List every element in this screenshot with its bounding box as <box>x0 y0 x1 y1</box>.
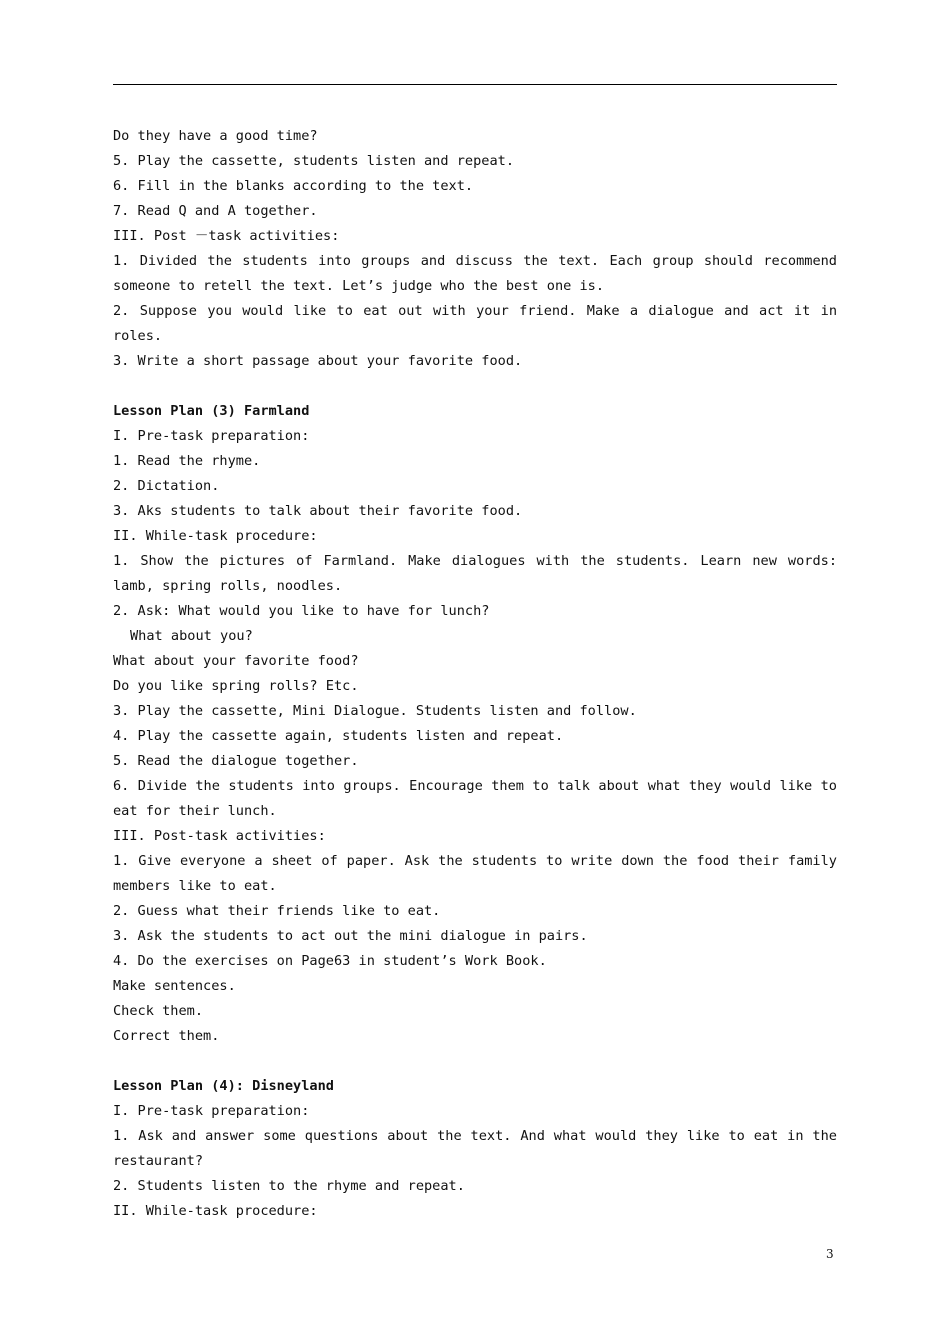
text-line: 4. Do the exercises on Page63 in student’s Work Book. <box>113 953 547 969</box>
text-line: 3. Aks students to talk about their favorite food. <box>113 503 523 519</box>
text-line: 6. Fill in the blanks according to the text. <box>113 178 474 194</box>
text-paragraph: 1. Show the pictures of Farmland. Make dialogues with the students. Learn new words: lamb, spring rolls, noodles. <box>113 553 837 594</box>
text-line: Check them. <box>113 1003 204 1019</box>
text-line: 5. Read the dialogue together. <box>113 753 359 769</box>
spacer <box>113 1049 837 1074</box>
text-line: 5. Play the cassette, students listen and repeat. <box>113 153 515 169</box>
text-line: 2. Ask: What would you like to have for lunch? <box>113 603 490 619</box>
text-line: 2. Dictation. <box>113 478 220 494</box>
text-paragraph: 1. Ask and answer some questions about the text. And what would they like to eat in the restaurant? <box>113 1128 837 1169</box>
lesson-3-heading: Lesson Plan (3) Farmland <box>113 403 310 419</box>
text-line: 1. Read the rhyme. <box>113 453 261 469</box>
text-line: 4. Play the cassette again, students listen and repeat. <box>113 728 564 744</box>
text-line: 3. Write a short passage about your favorite food. <box>113 353 523 369</box>
spacer <box>113 374 837 399</box>
text-paragraph: 1. Divided the students into groups and discuss the text. Each group should recommend someone to retell the text. Let’s judge who the best one is. <box>113 253 837 294</box>
text-line: III. Post －task activities: <box>113 228 340 244</box>
text-line: Correct them. <box>113 1028 220 1044</box>
text-line: 2. Students listen to the rhyme and repeat. <box>113 1178 465 1194</box>
text-paragraph: 6. Divide the students into groups. Encourage them to talk about what they would like to eat for their lunch. <box>113 778 837 819</box>
text-line: III. Post-task activities: <box>113 828 326 844</box>
text-line: Do you like spring rolls? Etc. <box>113 678 359 694</box>
text-line: Do they have a good time? <box>113 128 318 144</box>
text-line: 3. Ask the students to act out the mini dialogue in pairs. <box>113 928 588 944</box>
text-line: Make sentences. <box>113 978 236 994</box>
text-line: 3. Play the cassette, Mini Dialogue. Students listen and follow. <box>113 703 637 719</box>
header-rule <box>113 84 837 85</box>
text-line: I. Pre-task preparation: <box>113 428 310 444</box>
page-number: 3 <box>826 1247 834 1261</box>
text-paragraph: 1. Give everyone a sheet of paper. Ask the students to write down the food their family members like to eat. <box>113 853 837 894</box>
text-line: What about your favorite food? <box>113 653 359 669</box>
text-line: I. Pre-task preparation: <box>113 1103 310 1119</box>
text-line: 2. Guess what their friends like to eat. <box>113 903 441 919</box>
text-line: II. While-task procedure: <box>113 1203 318 1219</box>
text-line: What about you? <box>130 628 253 644</box>
lesson-4-heading: Lesson Plan (4): Disneyland <box>113 1078 334 1094</box>
text-line: II. While-task procedure: <box>113 528 318 544</box>
text-paragraph: 2. Suppose you would like to eat out with your friend. Make a dialogue and act it in roles. <box>113 303 837 344</box>
page-content <box>113 124 837 1224</box>
text-line: 7. Read Q and A together. <box>113 203 318 219</box>
